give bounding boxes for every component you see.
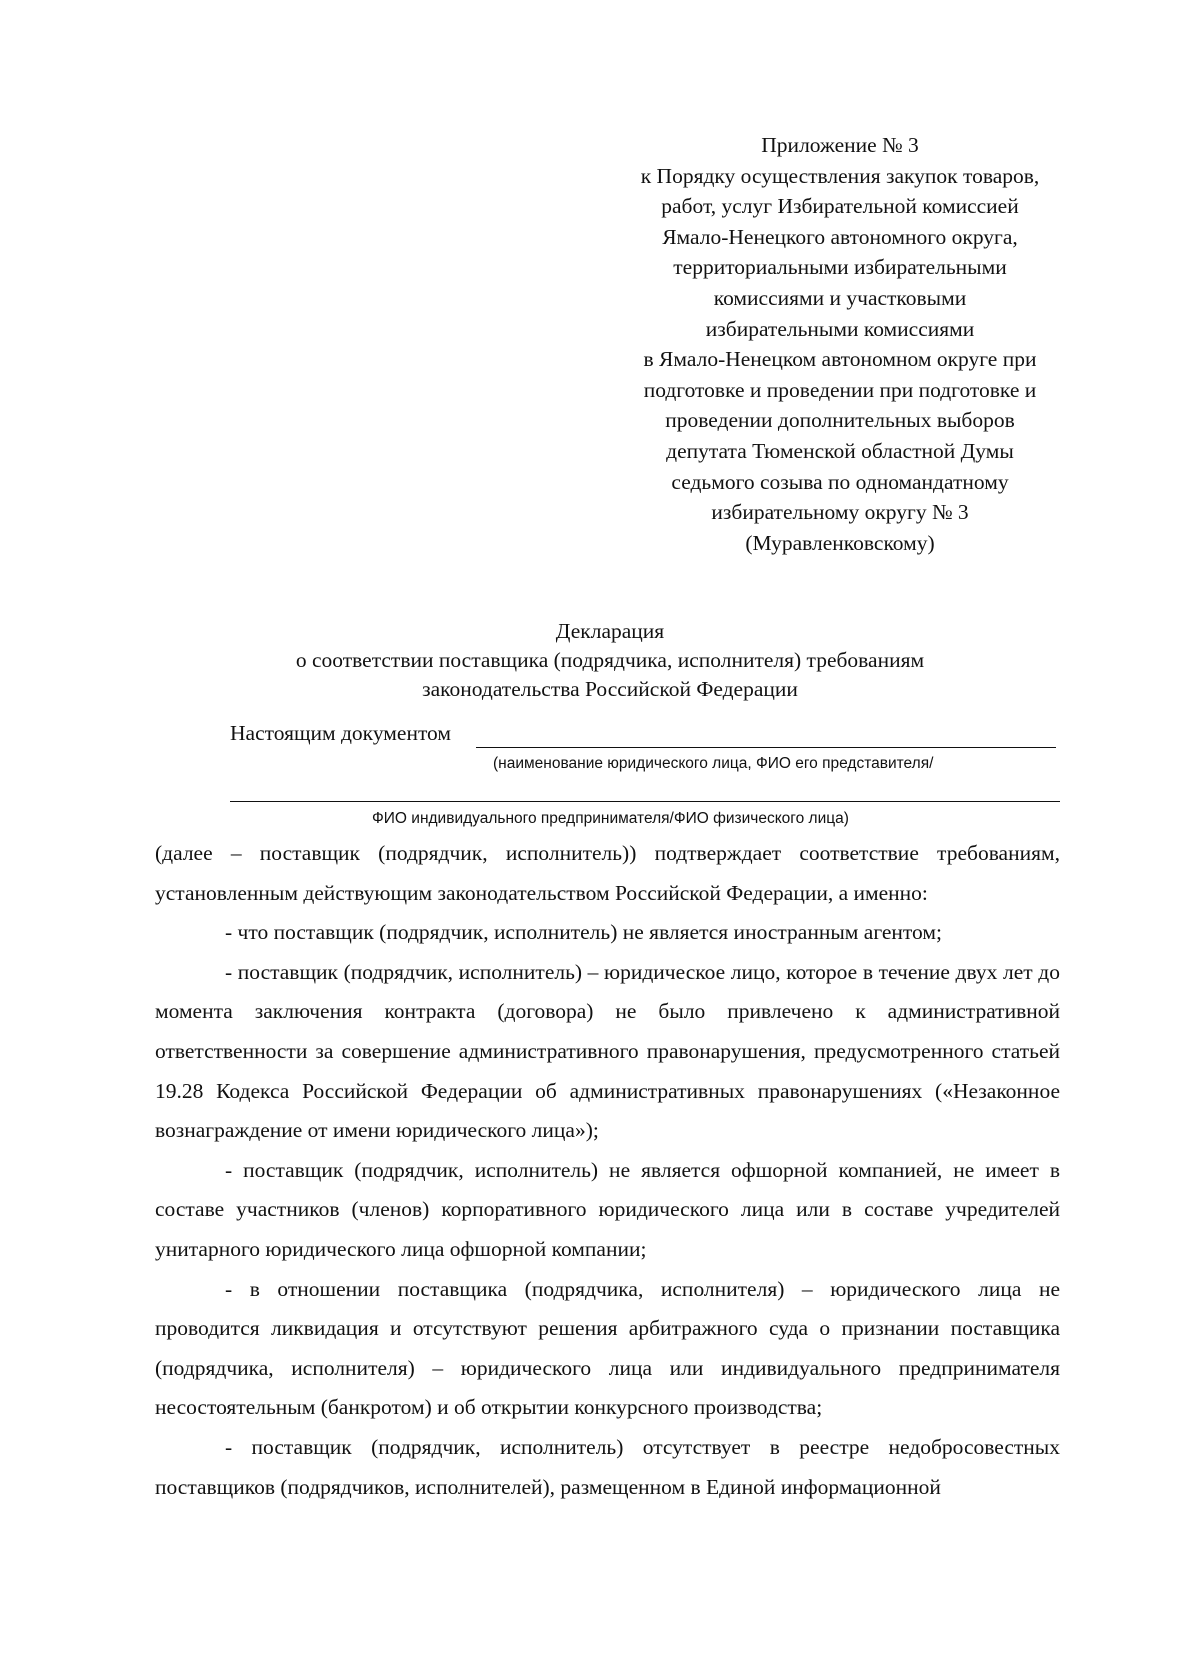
body-paragraph: - в отношении поставщика (подрядчика, исполнителя) – юридического лица не проводится ликвидация и отсутствуют решения арбитражного суда о признании поставщика (подрядчика, исполнителя) – юридического лица или индивидуального предпринимателя несостоятельным (банкротом) и об открытии конкурсного производства; bbox=[155, 1276, 1060, 1420]
appendix-line: к Порядку осуществления закупок товаров, bbox=[640, 163, 1040, 188]
appendix-header bbox=[620, 130, 1060, 558]
appendix-line: Ямало-Ненецкого автономного округа, bbox=[662, 224, 1018, 249]
appendix-line: в Ямало-Ненецком автономном округе при bbox=[643, 347, 1037, 372]
appendix-line: работ, услуг Избирательной комиссией bbox=[661, 194, 1019, 219]
fill-in-line bbox=[230, 801, 1060, 802]
declaration-body bbox=[155, 834, 1060, 1507]
appendix-line: проведении дополнительных выборов bbox=[665, 408, 1015, 433]
title-line: о соответствии поставщика (подрядчика, исполнителя) требованиям bbox=[295, 648, 925, 672]
fill-in-caption: ФИО индивидуального предпринимателя/ФИО физического лица) bbox=[372, 810, 849, 827]
intro-label: Настоящим документом bbox=[230, 721, 452, 745]
title-line: законодательства Российской Федерации bbox=[422, 677, 798, 701]
appendix-line: избирательному округу № 3 bbox=[711, 500, 969, 525]
appendix-line: избирательными комиссиями bbox=[705, 316, 975, 341]
appendix-line: Приложение № 3 bbox=[761, 133, 919, 157]
appendix-line: седьмого созыва по одномандатному bbox=[671, 469, 1009, 494]
body-paragraph: - поставщик (подрядчик, исполнитель) – юридическое лицо, которое в течение двух лет до момента заключения контракта (договора) не было привлечено к административной ответственности за совершение административного правонарушения, предусмотренного статьей 19.28 Кодекса Российской Федерации об административных правонарушениях («Незаконное вознаграждение от имени юридического лица»); bbox=[155, 959, 1060, 1143]
declaration-title bbox=[150, 617, 1070, 704]
appendix-line: депутата Тюменской областной Думы bbox=[666, 438, 1014, 463]
appendix-line: подготовке и проведении при подготовке и bbox=[643, 377, 1037, 402]
title-line: Декларация bbox=[555, 619, 665, 643]
body-paragraph: - поставщик (подрядчик, исполнитель) не является офшорной компанией, не имеет в составе участников (членов) корпоративного юридического лица или в составе учредителей унитарного юридического лица офшорной компании; bbox=[155, 1157, 1060, 1261]
body-paragraph: - что поставщик (подрядчик, исполнитель) не является иностранным агентом; bbox=[225, 920, 942, 945]
appendix-line: комиссиями и участковыми bbox=[713, 285, 967, 310]
appendix-line: (Муравленковскому) bbox=[745, 530, 935, 555]
appendix-line: территориальными избирательными bbox=[673, 255, 1007, 280]
fill-in-caption: (наименование юридического лица, ФИО его представителя/ bbox=[493, 755, 934, 772]
body-paragraph: - поставщик (подрядчик, исполнитель) отсутствует в реестре недобросовестных поставщиков (подрядчиков, исполнителей), размещенном в Единой информационной bbox=[155, 1434, 1060, 1499]
body-paragraph: (далее – поставщик (подрядчик, исполнитель)) подтверждает соответствие требованиям, установленным действующим законодательством Российской Федерации, а именно: bbox=[155, 841, 1060, 905]
fill-in-line bbox=[476, 747, 1056, 748]
